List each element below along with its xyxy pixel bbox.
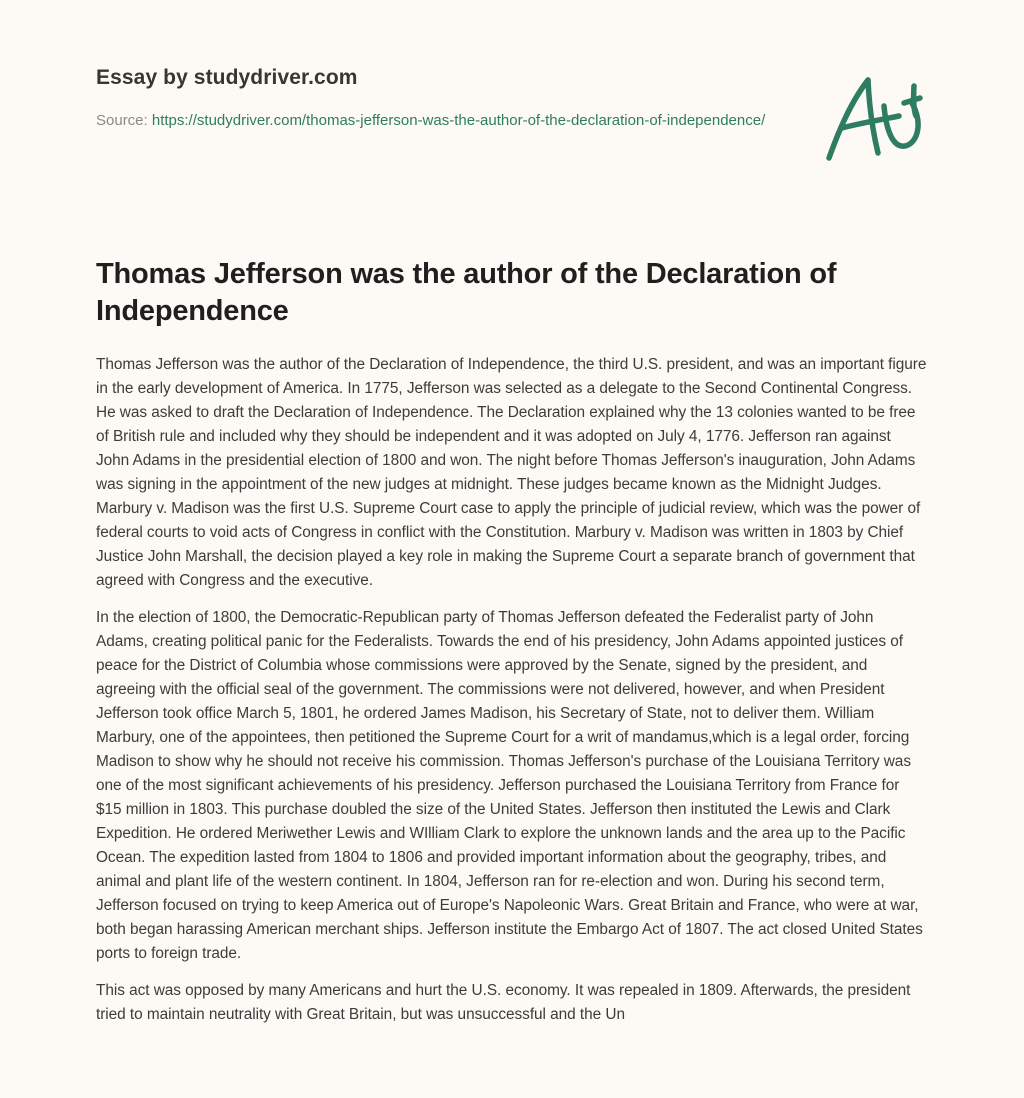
essay-paragraph: In the election of 1800, the Democratic-Republican party of Thomas Jefferson defeated the Federalist party of John Adams, creating political panic for the Federalists. Towards the end of his presidency, John Adams appointed justices of peace for the District of Columbia whose commissions were approved by the Senate, signed by the president, and agreeing with the official seal of the government. The commissions were not delivered, however, and when President Jefferson took office March 5, 1801, he ordered James Madison, his Secretary of State, not to deliver them. William Marbury, one of the appointees, then petitioned the Supreme Court for a writ of mandamus,which is a legal order, forcing Madison to show why he should not receive his commission. Thomas Jefferson's purchase of the Louisiana Territory was one of the most significant achievements of his presidency. Jefferson purchased the Louisiana Territory from France for $15 million in 1803. This purchase doubled the size of the United States. Jefferson then instituted the Lewis and Clark Expedition. He ordered Meriwether Lewis and WIlliam Clark to explore the unknown lands and the area up to the Pacific Ocean. The expedition lasted from 1804 to 1806 and provided important information about the geography, tribes, and animal and plant life of the western continent. In 1804, Jefferson ran for re-election and won. During his second term, Jefferson focused on trying to keep America out of Europe's Napoleonic Wars. Great Britain and France, who were at war, both began harassing American merchant ships. Jefferson institute the Embargo Act of 1807. The act closed United States ports to foreign trade. [96,609,923,962]
source-link[interactable]: https://studydriver.com/thomas-jefferson-was-the-author-of-the-declaration-of-independence/ [151,112,766,129]
essay-content [96,256,928,1040]
source-label: Source: [96,112,148,129]
source-line [96,109,776,133]
essay-paragraph: This act was opposed by many Americans and hurt the U.S. economy. It was repealed in 1809. Afterwards, the president tried to maintain neutrality with Great Britain, but was unsuccessful and the Un [96,982,911,1023]
a-plus-logo-icon [820,68,930,168]
essay-paragraph: Thomas Jefferson was the author of the Declaration of Independence, the third U.S. president, and was an important figure in the early development of America. In 1775, Jefferson was selected as a delegate to the Second Continental Congress. He was asked to draft the Declaration of Independence. The Declaration explained why the 13 colonies wanted to be free of British rule and included why they should be independent and it was adopted on July 4, 1776. Jefferson ran against John Adams in the presidential election of 1800 and won. The night before Thomas Jefferson's inauguration, John Adams was signing in the appointment of the new judges at midnight. These judges became known as the Midnight Judges. Marbury v. Madison was the first U.S. Supreme Court case to apply the principle of judicial review, which was the power of federal courts to void acts of Congress in conflict with the Constitution. Marbury v. Madison was written in 1803 by Chief Justice John Marshall, the decision played a key role in making the Supreme Court a separate branch of government that agreed with Congress and the executive. [96,356,927,589]
page-header [96,64,776,133]
site-title: Essay by studydriver.com [96,66,358,89]
essay-title: Thomas Jefferson was the author of the Declaration of Independence [96,258,837,327]
